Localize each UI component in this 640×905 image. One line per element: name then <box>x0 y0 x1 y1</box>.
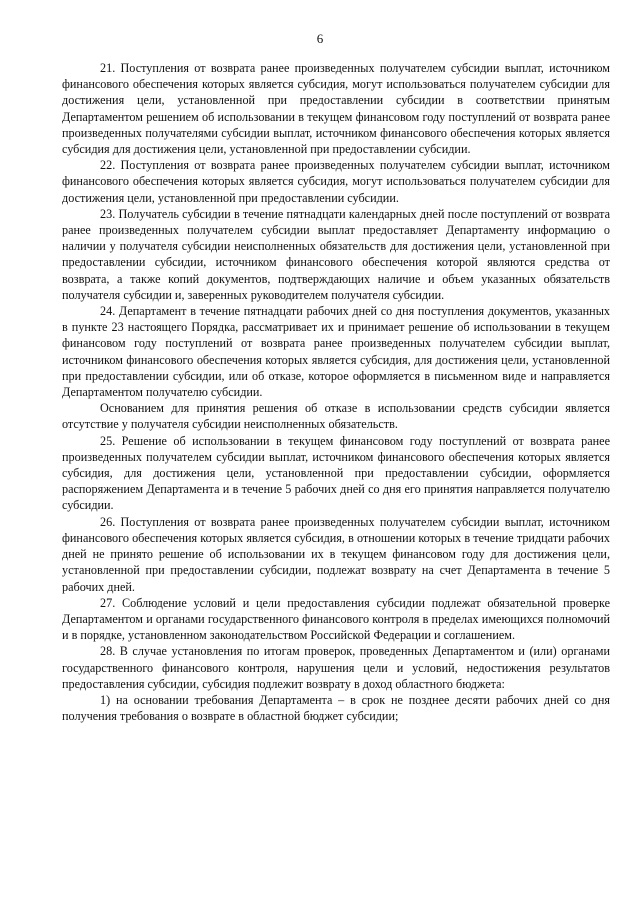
paragraph-26: 26. Поступления от возврата ранее произведенных получателем субсидии выплат, источником финансового обеспечения которых является субсидия, в отношении которых в течение тридцати рабочих дней не принято решение об использовании их в текущем финансовом году для достижения цели, установленной при предоставлении субсидии, подлежат возврату на счет Департамента в течение 5 рабочих дней. <box>62 514 610 594</box>
paragraph-21: 21. Поступления от возврата ранее произведенных получателем субсидии выплат, источником финансового обеспечения которых является субсидия, могут использоваться получателем субсидии для достижения цели, установленной при предоставлении субсидии в соответствии принятым Департаментом решением об использовании в текущем финансовом году поступлений от возврата ранее произведенных получателями субсидии выплат, источником финансового обеспечения которых является субсидия для достижения цели, установленной при предоставлении субсидии. <box>62 61 610 157</box>
page-number: 6 <box>316 31 324 46</box>
paragraph-24: 24. Департамент в течение пятнадцати рабочих дней со дня поступления документов, указанных в пункте 23 настоящего Порядка, рассматривает их и принимает решение об использовании в текущем финансовом году поступлений от возврата ранее произведенных получателем субсидии выплат, источником финансового обеспечения которых является субсидия, для достижения цели, установленной при предоставлении субсидии, или об отказе, которое оформляется в письменном виде и направляется Департаментом получателю субсидии. <box>62 304 610 400</box>
paragraph-27: 27. Соблюдение условий и цели предоставления субсидии подлежат обязательной проверке Департаментом и органами государственного финансового контроля в пределах имеющихся полномочий и в порядке, установленном законодательством Российской Федерации и соглашением. <box>62 595 610 643</box>
paragraph-refusal-grounds: Основанием для принятия решения об отказе в использовании средств субсидии является отсутствие у получателя субсидии неисполненных обязательств. <box>62 401 610 432</box>
paragraph-28: 28. В случае установления по итогам проверок, проведенных Департаментом и (или) органами государственного финансового контроля, нарушения цели и условий, недостижения результатов предоставления субсидии, субсидия подлежит возврату в доход областного бюджета: <box>62 644 610 691</box>
paragraph-25: 25. Решение об использовании в текущем финансовом году поступлений от возврата ранее произведенных получателем субсидии выплат, источником финансового обеспечения которых является субсидия, для достижения цели, установленной при предоставлении субсидии, оформляется распоряжением Департамента и в течение 5 рабочих дней со дня его принятия направляется получателю субсидии. <box>62 433 610 513</box>
paragraph-23: 23. Получатель субсидии в течение пятнадцати календарных дней после поступлений от возврата ранее произведенных получателем субсидии выплат предоставляет Департаменту информацию о наличии у получателя субсидии неисполненных обязательств для достижения цели, установленной при предоставлении субсидии, источником финансового обеспечения которой являются средства от возврата, а также копий документов, подтверждающих наличие и объем указанных обязательств получателя субсидии и, заверенных руководителем получателя субсидии. <box>62 206 610 302</box>
paragraph-22: 22. Поступления от возврата ранее произведенных получателем субсидии выплат, источником финансового обеспечения которых является субсидия, могут использоваться получателем субсидии для достижения цели, установленной при предоставлении субсидии. <box>62 158 610 205</box>
document-body <box>62 60 610 724</box>
paragraph-28-item-1: 1) на основании требования Департамента – в срок не позднее десяти рабочих дней со дня получения требования о возврате в областной бюджет субсидии; <box>62 692 610 724</box>
